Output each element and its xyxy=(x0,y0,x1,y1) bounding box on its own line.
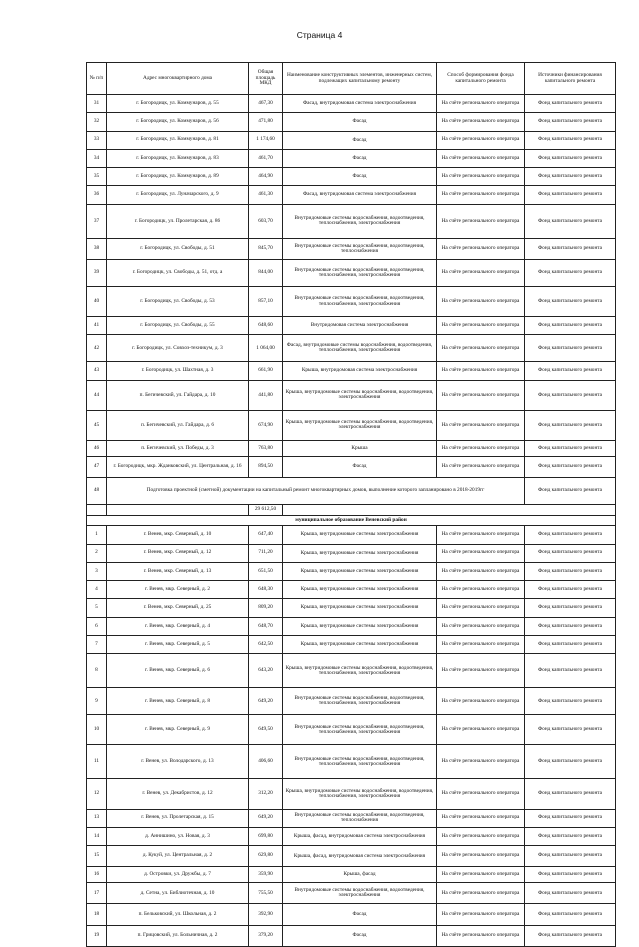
total-area: 29 612,50 xyxy=(249,505,283,516)
cell-num: 3 xyxy=(87,562,107,580)
table-row xyxy=(87,95,616,113)
header-area: Общая площадь МКД xyxy=(249,63,283,95)
cell-source: Фонд капитального ремонта xyxy=(525,827,616,845)
cell-address: г. Богородицк, ул. Коммунаров, д. 55 xyxy=(107,95,249,113)
header-works: Наименование конструктивных элементов, инженерных систем, подлежащих капитальному ремонту xyxy=(283,63,437,95)
cell-method: На счёте регионального оператора xyxy=(437,688,525,715)
cell-works: Фасад xyxy=(283,904,437,925)
cell-area: 359,90 xyxy=(249,867,283,883)
cell-method: На счёте регионального оператора xyxy=(437,95,525,113)
header-address: Адрес многоквартирного дома xyxy=(107,63,249,95)
cell-num: 46 xyxy=(87,440,107,456)
table-row xyxy=(87,654,616,688)
cell-area: 461,70 xyxy=(249,149,283,167)
cell-source: Фонд капитального ремонта xyxy=(525,745,616,779)
table-row xyxy=(87,410,616,440)
cell-address: г. Венев, мкр. Северный, д. 4 xyxy=(107,617,249,635)
cell-works: Фасад xyxy=(283,925,437,946)
cell-method: На счёте регионального оператора xyxy=(437,883,525,904)
cell-method: На счёте регионального оператора xyxy=(437,617,525,635)
cell-area: 648,70 xyxy=(249,617,283,635)
cell-address: д. Аннишино, ул. Новая, д. 3 xyxy=(107,827,249,845)
cell-method: На счёте регионального оператора xyxy=(437,440,525,456)
cell-method: На счёте регионального оператора xyxy=(437,745,525,779)
cell-method: На счёте регионального оператора xyxy=(437,238,525,259)
cell-num: 1 xyxy=(87,526,107,544)
cell-works: Внутридомовые системы водоснабжения, водоотведения, теплоснабжения, электроснабжения xyxy=(283,745,437,779)
cell-num: 18 xyxy=(87,904,107,925)
cell-works: Крыша, внутридомовые системы электроснабжения xyxy=(283,599,437,617)
cell-method: На счёте регионального оператора xyxy=(437,286,525,316)
cell-area: 406,60 xyxy=(249,745,283,779)
cell-num: 7 xyxy=(87,636,107,654)
table-row xyxy=(87,867,616,883)
cell-address: г. Венев, мкр. Северный, д. 5 xyxy=(107,636,249,654)
cell-area: 647,40 xyxy=(249,526,283,544)
cell-works: Фасад, внутридомовая система электроснабжения xyxy=(283,186,437,204)
cell-works: Крыша, внутридомовые системы электроснабжения xyxy=(283,562,437,580)
cell-area: 461,30 xyxy=(249,186,283,204)
cell-source: Фонд капитального ремонта xyxy=(525,809,616,827)
cell-source: Фонд капитального ремонта xyxy=(525,599,616,617)
table-row xyxy=(87,362,616,380)
cell-area: 1 064,00 xyxy=(249,335,283,362)
repair-register-table xyxy=(86,62,616,947)
cell-area: 643,20 xyxy=(249,654,283,688)
cell-source: Фонд капитального ремонта xyxy=(525,95,616,113)
cell-area: 603,70 xyxy=(249,204,283,238)
cell-area: 471,80 xyxy=(249,113,283,131)
table-row xyxy=(87,599,616,617)
cell-works: Крыша, внутридомовая система электроснабжения xyxy=(283,362,437,380)
cell-works: Внутридомовые системы водоснабжения, водоотведения, теплоснабжения xyxy=(283,809,437,827)
cell-method: На счёте регионального оператора xyxy=(437,131,525,149)
row-48-source: Фонд капитального ремонта xyxy=(525,478,616,505)
table-row xyxy=(87,168,616,186)
table-row xyxy=(87,186,616,204)
cell-method: На счёте регионального оператора xyxy=(437,113,525,131)
cell-address: г. Венев, ул. Пролетарская, д. 15 xyxy=(107,809,249,827)
table-row xyxy=(87,380,616,410)
table-row xyxy=(87,131,616,149)
cell-num: 38 xyxy=(87,238,107,259)
cell-source: Фонд капитального ремонта xyxy=(525,113,616,131)
cell-area: 845,70 xyxy=(249,238,283,259)
cell-works: Внутридомовые системы водоснабжения, водоотведения, теплоснабжения, электроснабжения xyxy=(283,715,437,745)
cell-method: На счёте регионального оператора xyxy=(437,457,525,478)
cell-address: г. Венев, мкр. Северный, д. 2 xyxy=(107,581,249,599)
table-row xyxy=(87,149,616,167)
cell-area: 857,10 xyxy=(249,286,283,316)
cell-num: 42 xyxy=(87,335,107,362)
cell-source: Фонд капитального ремонта xyxy=(525,867,616,883)
cell-address: г. Богородицк, ул. Шахтная, д. 3 xyxy=(107,362,249,380)
cell-num: 6 xyxy=(87,617,107,635)
cell-num: 40 xyxy=(87,286,107,316)
cell-source: Фонд капитального ремонта xyxy=(525,562,616,580)
cell-works: Крыша, фасад, внутридомовая система электроснабжения xyxy=(283,827,437,845)
cell-address: г. Богородицк, ул. Коммунаров, д. 89 xyxy=(107,168,249,186)
cell-area: 649,20 xyxy=(249,688,283,715)
cell-address: г. Богородицк, ул. Пролетарская, д. 86 xyxy=(107,204,249,238)
cell-source: Фонд капитального ремонта xyxy=(525,581,616,599)
cell-num: 33 xyxy=(87,131,107,149)
cell-address: г. Венев, мкр. Северный, д. 25 xyxy=(107,599,249,617)
cell-area: 379,20 xyxy=(249,925,283,946)
cell-source: Фонд капитального ремонта xyxy=(525,362,616,380)
table-row xyxy=(87,317,616,335)
cell-works: Крыша, внутридомовые системы электроснабжения xyxy=(283,636,437,654)
cell-num: 5 xyxy=(87,599,107,617)
cell-works: Крыша xyxy=(283,440,437,456)
cell-address: г. Венев, мкр. Северный, д. 8 xyxy=(107,688,249,715)
bogoroditsk-rows xyxy=(87,95,616,478)
table-row xyxy=(87,617,616,635)
cell-method: На счёте регионального оператора xyxy=(437,654,525,688)
cell-num: 14 xyxy=(87,827,107,845)
cell-area: 1 174,60 xyxy=(249,131,283,149)
cell-method: На счёте регионального оператора xyxy=(437,715,525,745)
table-row xyxy=(87,904,616,925)
cell-source: Фонд капитального ремонта xyxy=(525,544,616,562)
cell-method: На счёте регионального оператора xyxy=(437,186,525,204)
cell-num: 31 xyxy=(87,95,107,113)
cell-works: Крыша, фасад, внутридомовая система электроснабжения xyxy=(283,846,437,867)
cell-address: г. Венев, мкр. Северный, д. 9 xyxy=(107,715,249,745)
table-row xyxy=(87,636,616,654)
cell-works: Внутридомовые системы водоснабжения, водоотведения, теплоснабжения, электроснабжения xyxy=(283,688,437,715)
cell-num: 32 xyxy=(87,113,107,131)
cell-method: На счёте регионального оператора xyxy=(437,809,525,827)
cell-source: Фонд капитального ремонта xyxy=(525,457,616,478)
cell-address: д. Сетна, ул. Библиотечная, д. 10 xyxy=(107,883,249,904)
cell-source: Фонд капитального ремонта xyxy=(525,204,616,238)
cell-area: 755,50 xyxy=(249,883,283,904)
cell-works: Крыша, фасад xyxy=(283,867,437,883)
cell-method: На счёте регионального оператора xyxy=(437,827,525,845)
cell-method: На счёте регионального оператора xyxy=(437,317,525,335)
cell-num: 2 xyxy=(87,544,107,562)
cell-method: На счёте регионального оператора xyxy=(437,846,525,867)
cell-source: Фонд капитального ремонта xyxy=(525,440,616,456)
cell-works: Крыша, внутридомовые системы водоснабжения, водоотведения, теплоснабжения, электроснабжения xyxy=(283,779,437,809)
cell-source: Фонд капитального ремонта xyxy=(525,410,616,440)
cell-address: г. Богородицк, ул. Свободы, д. 55 xyxy=(107,317,249,335)
table-row xyxy=(87,526,616,544)
cell-address: п. Бегичевский, ул. Победы, д. 3 xyxy=(107,440,249,456)
cell-address: г. Богородицк, мкр. Жданковский, ул. Центральная, д. 16 xyxy=(107,457,249,478)
cell-source: Фонд капитального ремонта xyxy=(525,715,616,745)
cell-works: Внутридомовые системы водоснабжения, водоотведения, теплоснабжения, электроснабжения xyxy=(283,286,437,316)
cell-area: 894,50 xyxy=(249,457,283,478)
cell-source: Фонд капитального ремонта xyxy=(525,259,616,286)
cell-area: 699,80 xyxy=(249,827,283,845)
cell-source: Фонд капитального ремонта xyxy=(525,526,616,544)
cell-source: Фонд капитального ремонта xyxy=(525,904,616,925)
cell-num: 37 xyxy=(87,204,107,238)
cell-area: 763,80 xyxy=(249,440,283,456)
cell-method: На счёте регионального оператора xyxy=(437,599,525,617)
cell-area: 629,80 xyxy=(249,846,283,867)
cell-source: Фонд капитального ремонта xyxy=(525,617,616,635)
cell-area: 648,30 xyxy=(249,581,283,599)
cell-area: 441,80 xyxy=(249,380,283,410)
cell-area: 642,50 xyxy=(249,636,283,654)
cell-num: 13 xyxy=(87,809,107,827)
cell-area: 392,90 xyxy=(249,904,283,925)
cell-method: На счёте регионального оператора xyxy=(437,636,525,654)
cell-source: Фонд капитального ремонта xyxy=(525,317,616,335)
cell-method: На счёте регионального оператора xyxy=(437,362,525,380)
table-row xyxy=(87,113,616,131)
cell-area: 711,20 xyxy=(249,544,283,562)
table-row xyxy=(87,827,616,845)
cell-area: 649,50 xyxy=(249,715,283,745)
cell-address: п. Грицовский, ул. Больничная, д. 2 xyxy=(107,925,249,946)
cell-works: Фасад, внутридомовая система электроснабжения xyxy=(283,95,437,113)
total-blank-2 xyxy=(107,505,249,516)
table-row xyxy=(87,204,616,238)
table-row xyxy=(87,688,616,715)
cell-address: г. Богородицк, ул. Коммунаров, д. 81 xyxy=(107,131,249,149)
cell-method: На счёте регионального оператора xyxy=(437,149,525,167)
cell-area: 844,00 xyxy=(249,259,283,286)
table-header-row xyxy=(87,63,616,95)
cell-address: г. Венев, мкр. Северный, д. 13 xyxy=(107,562,249,580)
cell-source: Фонд капитального ремонта xyxy=(525,286,616,316)
venev-rows xyxy=(87,526,616,946)
table-row xyxy=(87,238,616,259)
cell-works: Фасад xyxy=(283,149,437,167)
cell-num: 47 xyxy=(87,457,107,478)
cell-works: Внутридомовая система электроснабжения xyxy=(283,317,437,335)
cell-works: Фасад xyxy=(283,457,437,478)
cell-source: Фонд капитального ремонта xyxy=(525,238,616,259)
cell-works: Фасад xyxy=(283,131,437,149)
cell-method: На счёте регионального оператора xyxy=(437,562,525,580)
cell-works: Внутридомовые системы водоснабжения, водоотведения, теплоснабжения xyxy=(283,238,437,259)
cell-works: Внутридомовые системы водоснабжения, водоотведения, теплоснабжения, электроснабжения xyxy=(283,259,437,286)
cell-source: Фонд капитального ремонта xyxy=(525,654,616,688)
page-title: Страница 4 xyxy=(296,30,343,40)
cell-method: На счёте регионального оператора xyxy=(437,526,525,544)
cell-method: На счёте регионального оператора xyxy=(437,904,525,925)
cell-num: 11 xyxy=(87,745,107,779)
cell-area: 651,50 xyxy=(249,562,283,580)
cell-area: 661,90 xyxy=(249,362,283,380)
cell-source: Фонд капитального ремонта xyxy=(525,168,616,186)
cell-address: п. Бегичевский, ул. Гайдара, д. 6 xyxy=(107,410,249,440)
cell-address: п. Бегичевский, ул. Гайдара, д. 10 xyxy=(107,380,249,410)
cell-works: Крыша, внутридомовые системы водоснабжения, водоотведения, электроснабжения xyxy=(283,380,437,410)
cell-source: Фонд капитального ремонта xyxy=(525,636,616,654)
header-source: Источники финансирования капитального ремонта xyxy=(525,63,616,95)
cell-address: г. Богородицк, ул. Коммунаров, д. 83 xyxy=(107,149,249,167)
cell-method: На счёте регионального оператора xyxy=(437,544,525,562)
row-48-num: 48 xyxy=(87,478,107,505)
table-row xyxy=(87,457,616,478)
cell-source: Фонд капитального ремонта xyxy=(525,846,616,867)
cell-works: Крыша, внутридомовые системы электроснабжения xyxy=(283,617,437,635)
total-blank-3 xyxy=(283,505,616,516)
cell-num: 16 xyxy=(87,867,107,883)
cell-area: 649,20 xyxy=(249,809,283,827)
cell-num: 9 xyxy=(87,688,107,715)
cell-area: 467,30 xyxy=(249,95,283,113)
section-row xyxy=(87,515,616,526)
cell-area: 674,90 xyxy=(249,410,283,440)
cell-method: На счёте регионального оператора xyxy=(437,168,525,186)
table-row xyxy=(87,779,616,809)
cell-works: Крыша, внутридомовые системы водоснабжения, водоотведения, теплоснабжения, электроснабжения xyxy=(283,654,437,688)
cell-works: Крыша, внутридомовые системы электроснабжения xyxy=(283,526,437,544)
cell-address: г. Богородицк, ул. Коммунаров, д. 56 xyxy=(107,113,249,131)
cell-method: На счёте регионального оператора xyxy=(437,380,525,410)
table-row xyxy=(87,259,616,286)
cell-num: 8 xyxy=(87,654,107,688)
cell-source: Фонд капитального ремонта xyxy=(525,883,616,904)
cell-area: 648,60 xyxy=(249,317,283,335)
table-row xyxy=(87,581,616,599)
cell-source: Фонд капитального ремонта xyxy=(525,149,616,167)
cell-works: Фасад xyxy=(283,168,437,186)
cell-source: Фонд капитального ремонта xyxy=(525,131,616,149)
cell-method: На счёте регионального оператора xyxy=(437,410,525,440)
cell-method: На счёте регионального оператора xyxy=(437,867,525,883)
table-row xyxy=(87,544,616,562)
cell-num: 17 xyxy=(87,883,107,904)
cell-address: г. Венев, мкр. Северный, д. 10 xyxy=(107,526,249,544)
cell-method: На счёте регионального оператора xyxy=(437,204,525,238)
table-row xyxy=(87,809,616,827)
cell-works: Фасад xyxy=(283,113,437,131)
cell-address: г. Богородицк, ул. Свободы, д. 51 xyxy=(107,238,249,259)
cell-address: п. Бельковский, ул. Школьная, д. 2 xyxy=(107,904,249,925)
cell-num: 45 xyxy=(87,410,107,440)
cell-area: 464,90 xyxy=(249,168,283,186)
summary-rows xyxy=(87,478,616,526)
cell-address: г. Венев, ул. Володарского, д. 13 xyxy=(107,745,249,779)
cell-num: 39 xyxy=(87,259,107,286)
cell-works: Внутридомовые системы водоснабжения, водоотведения, электроснабжения xyxy=(283,883,437,904)
cell-num: 35 xyxy=(87,168,107,186)
cell-num: 4 xyxy=(87,581,107,599)
cell-num: 44 xyxy=(87,380,107,410)
cell-source: Фонд капитального ремонта xyxy=(525,186,616,204)
cell-method: На счёте регионального оператора xyxy=(437,259,525,286)
cell-works: Фасад, внутридомовые системы водоснабжения, водоотведения, теплоснабжения, электроснабжения xyxy=(283,335,437,362)
cell-method: На счёте регионального оператора xyxy=(437,581,525,599)
cell-address: г. Богородицк, ул. Совхоз-техникум, д. 3 xyxy=(107,335,249,362)
cell-works: Внутридомовые системы водоснабжения, водоотведения, теплоснабжения, электроснабжения xyxy=(283,204,437,238)
cell-method: На счёте регионального оператора xyxy=(437,925,525,946)
total-blank-1 xyxy=(87,505,107,516)
cell-address: г. Богородицк, ул. Луначарского, д. 9 xyxy=(107,186,249,204)
cell-source: Фонд капитального ремонта xyxy=(525,688,616,715)
cell-num: 41 xyxy=(87,317,107,335)
cell-address: г. Венев, мкр. Северный, д. 12 xyxy=(107,544,249,562)
table-row xyxy=(87,286,616,316)
cell-source: Фонд капитального ремонта xyxy=(525,335,616,362)
table-row xyxy=(87,846,616,867)
cell-address: г. Венев, ул. Декабристов, д. 12 xyxy=(107,779,249,809)
table-row xyxy=(87,883,616,904)
cell-address: г. Венев, мкр. Северный, д. 6 xyxy=(107,654,249,688)
header-num: № п/п xyxy=(87,63,107,95)
table-row xyxy=(87,562,616,580)
cell-num: 10 xyxy=(87,715,107,745)
cell-area: 809,20 xyxy=(249,599,283,617)
cell-works: Крыша, внутридомовые системы водоснабжения, водоотведения, электроснабжения xyxy=(283,410,437,440)
cell-area: 312,20 xyxy=(249,779,283,809)
total-row xyxy=(87,505,616,516)
cell-num: 19 xyxy=(87,925,107,946)
table-row xyxy=(87,335,616,362)
table-row xyxy=(87,745,616,779)
cell-address: д. Островки, ул. Дружбы, д. 7 xyxy=(107,867,249,883)
table-row-48 xyxy=(87,478,616,505)
cell-works: Крыша, внутридомовые системы электроснабжения xyxy=(283,544,437,562)
cell-source: Фонд капитального ремонта xyxy=(525,925,616,946)
cell-source: Фонд капитального ремонта xyxy=(525,380,616,410)
cell-num: 34 xyxy=(87,149,107,167)
table-row xyxy=(87,925,616,946)
cell-num: 12 xyxy=(87,779,107,809)
table-row xyxy=(87,440,616,456)
cell-source: Фонд капитального ремонта xyxy=(525,779,616,809)
cell-address: г. Богородицк, ул. Свободы, д. 53 xyxy=(107,286,249,316)
cell-method: На счёте регионального оператора xyxy=(437,779,525,809)
cell-works: Крыша, внутридомовые системы электроснабжения xyxy=(283,581,437,599)
cell-num: 36 xyxy=(87,186,107,204)
cell-address: г. Богородицк, ул. Свободы, д. 51, отд. а xyxy=(107,259,249,286)
header-method: Способ формирования фонда капитального ремонта xyxy=(437,63,525,95)
row-48-text: Подготовка проектной (сметной) документации на капитальный ремонт многоквартирных домов, выполнение которого запланировано в 2018-2019гг xyxy=(107,478,525,505)
cell-num: 43 xyxy=(87,362,107,380)
table-row xyxy=(87,715,616,745)
cell-num: 15 xyxy=(87,846,107,867)
cell-address: д. Кукуй, ул. Центральная, д. 2 xyxy=(107,846,249,867)
cell-method: На счёте регионального оператора xyxy=(437,335,525,362)
section-title: муниципальное образование Веневский район xyxy=(87,515,616,526)
